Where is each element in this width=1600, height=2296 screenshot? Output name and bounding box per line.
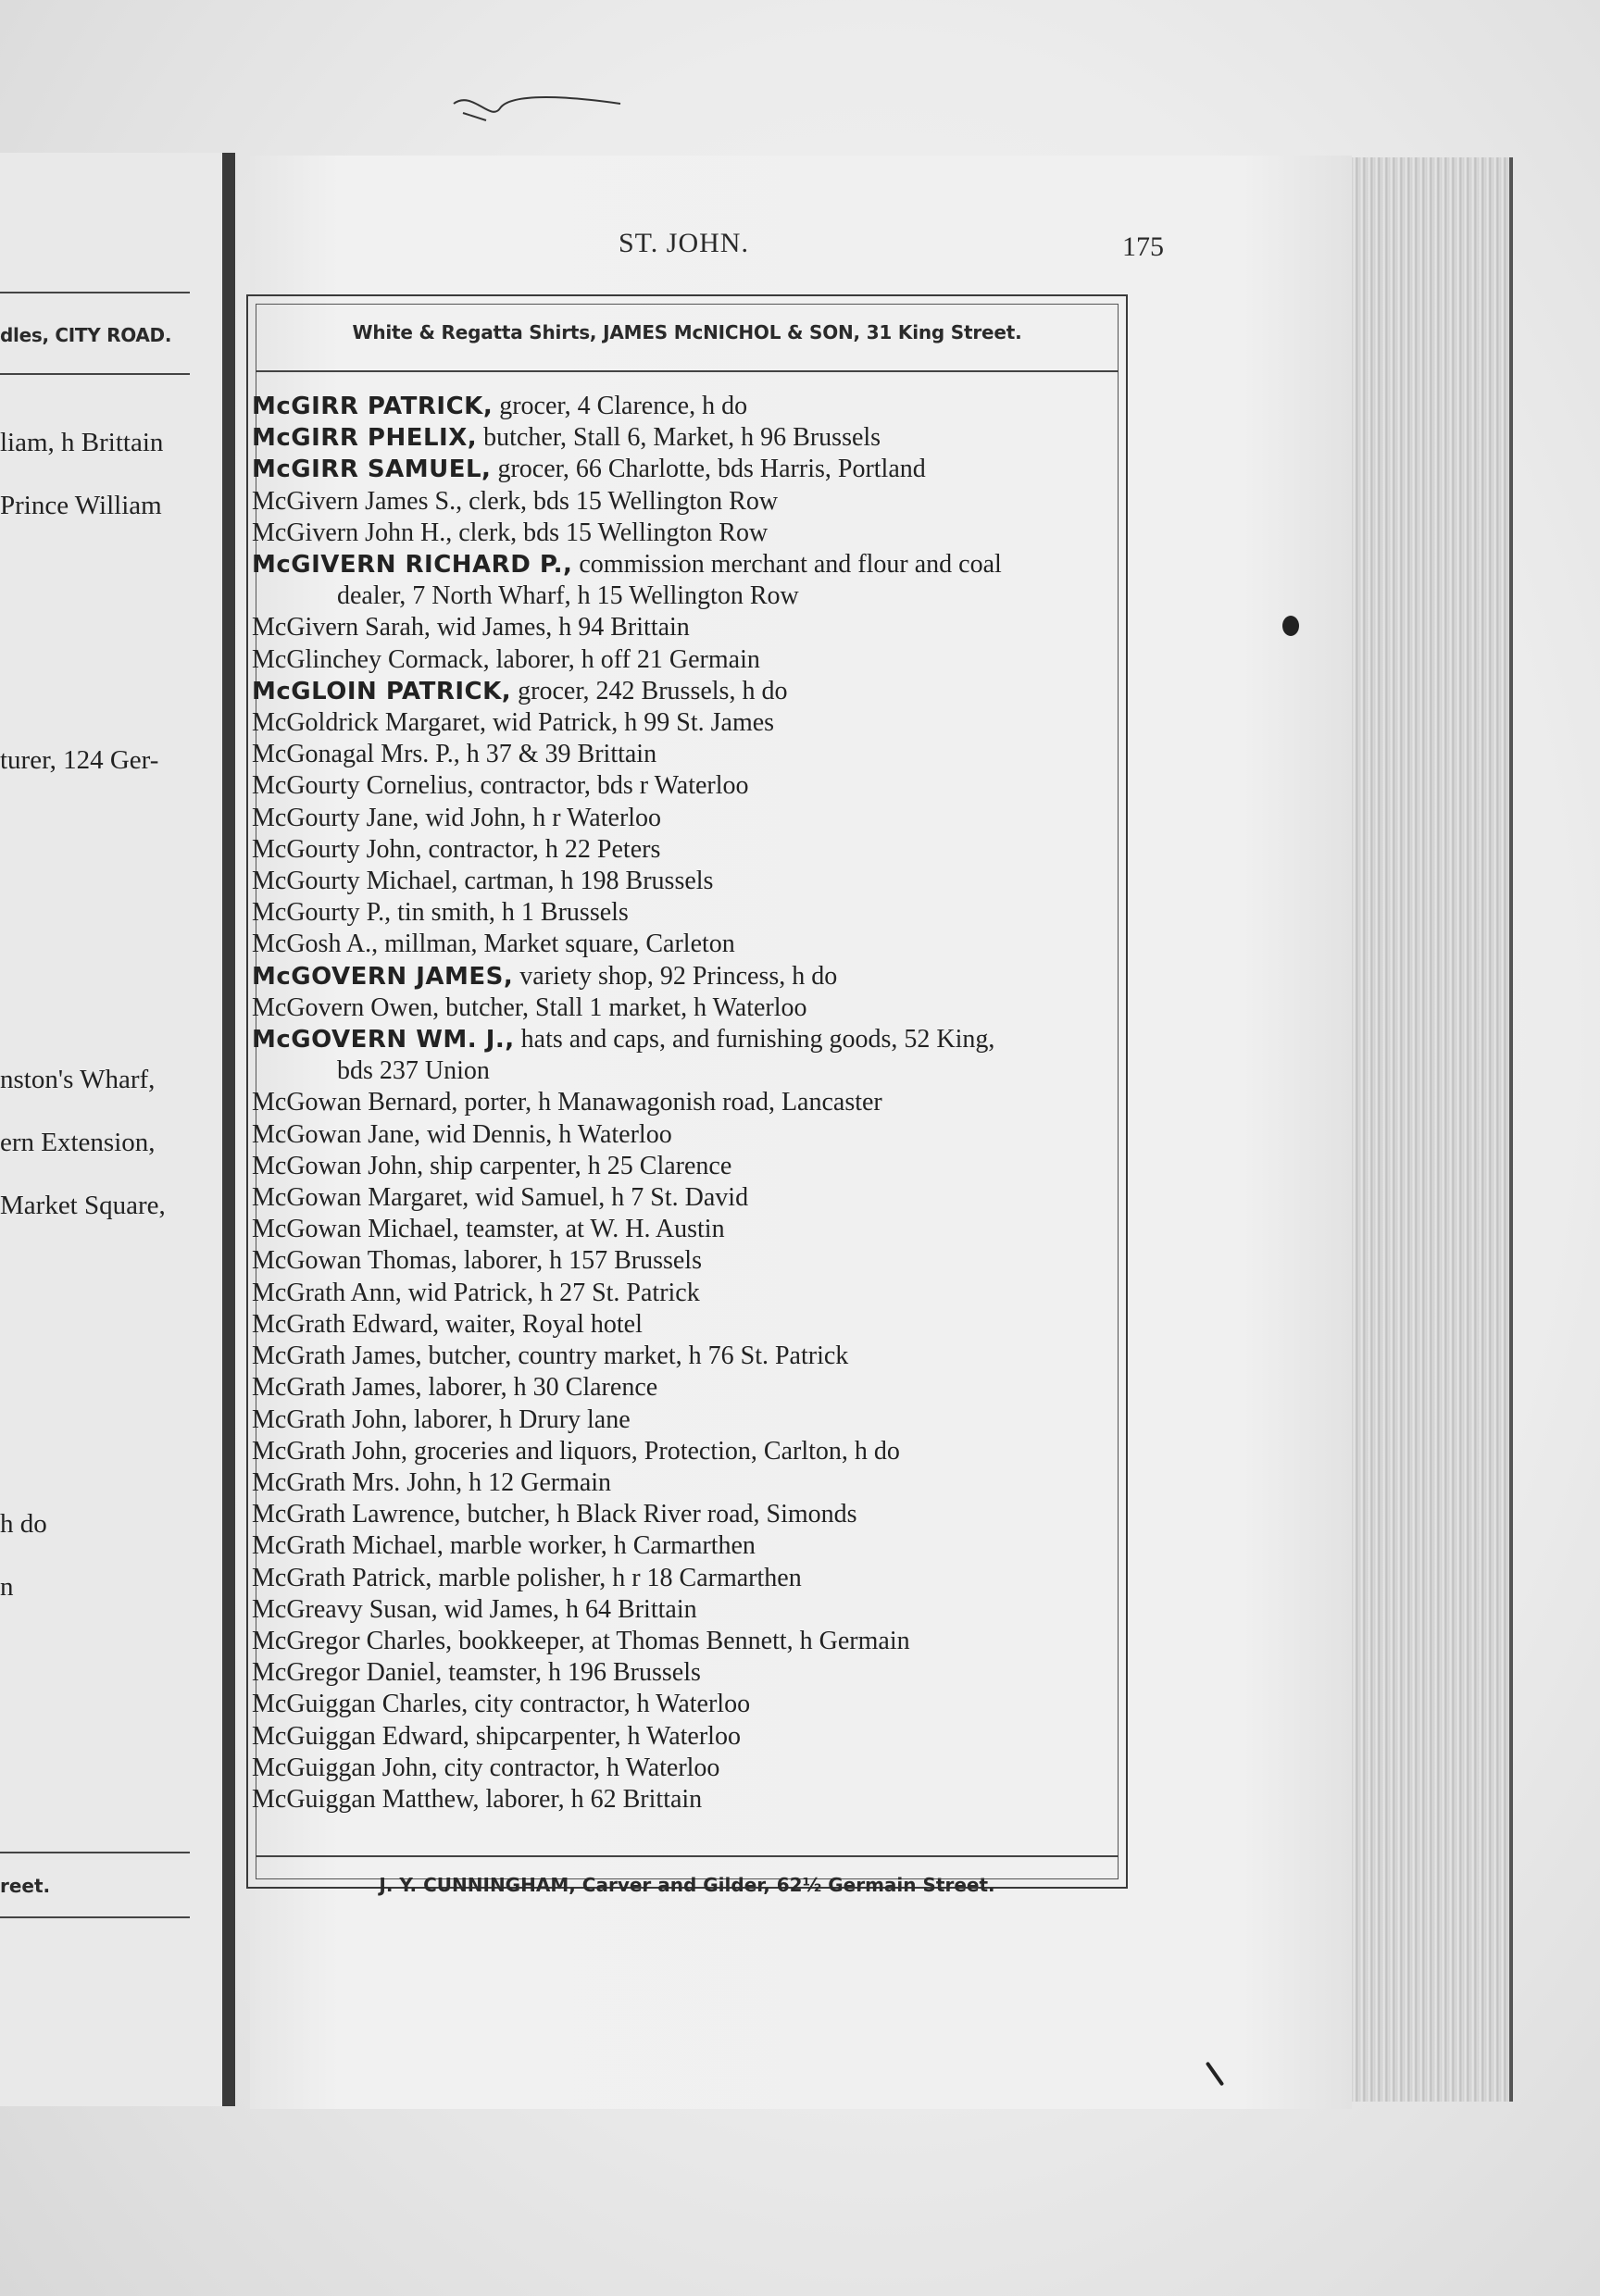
directory-entry [252, 1404, 1141, 1436]
entry-details: commission merchant and flour and coal [572, 550, 1002, 580]
directory-entry [252, 1436, 1141, 1467]
entry-details: wid Patrick, h 99 St. James [485, 708, 775, 738]
entry-details: variety shop, 92 Princess, h do [513, 961, 838, 991]
left-fragment-line: Prince William [0, 491, 162, 520]
entry-continuation: dealer, 7 North Wharf, h 15 Wellington Row [337, 581, 799, 611]
entry-details: city contractor, h Waterloo [468, 1690, 751, 1719]
entry-name: McGrath Lawrence, [252, 1500, 461, 1529]
directory-entry [252, 1753, 1141, 1784]
directory-entry [252, 1151, 1141, 1182]
left-fragment-line: turer, 124 Ger- [0, 745, 159, 775]
entry-details: tin smith, h 1 Brussels [391, 898, 629, 928]
entry-name: McGIRR PATRICK, [252, 393, 494, 420]
advertisement-header: White & Regatta Shirts, JAMES McNICHOL & SON, 31 King Street. [352, 321, 1022, 343]
entry-details: clerk, bds 15 Wellington Row [452, 518, 769, 547]
directory-entry [252, 1087, 1141, 1118]
entry-name: McGIRR SAMUEL, [252, 455, 492, 484]
entry-name: McGIVERN RICHARD P., [252, 551, 573, 580]
entry-details: teamster, h 196 Brussels [442, 1658, 701, 1688]
entry-name: McGregor Charles, [252, 1626, 453, 1655]
running-title: ST. JOHN. [619, 228, 749, 258]
footer-rule [256, 1855, 1119, 1857]
entry-name: McGoldrick Margaret, [252, 708, 486, 738]
entry-details: butcher, Stall 1 market, h Waterloo [439, 992, 807, 1022]
entry-details: hats and caps, and furnishing goods, 52 King, [514, 1025, 995, 1054]
header-rule [256, 370, 1119, 372]
entry-details: butcher, h Black River road, Simonds [460, 1500, 857, 1529]
directory-entry [252, 676, 1141, 707]
entry-name: McGrath James, [252, 1373, 422, 1403]
left-footer-rule [0, 1852, 190, 1853]
entry-name: McGourty Michael, [252, 867, 458, 896]
entry-name: McGOVERN JAMES, [252, 962, 514, 991]
left-fragment-line: h do [0, 1509, 47, 1539]
directory-entry [252, 1594, 1141, 1626]
entry-details: wid Dennis, h Waterloo [419, 1119, 672, 1149]
directory-entry [252, 1309, 1141, 1341]
entry-name: McGivern Sarah, [252, 613, 431, 643]
directory-entry [252, 422, 1141, 454]
entry-details: h 12 Germain [462, 1467, 612, 1497]
entry-details: marble polisher, h r 18 Carmarthen [431, 1563, 802, 1592]
entry-details: marble worker, h Carmarthen [443, 1531, 756, 1561]
directory-entry [252, 929, 1141, 960]
entry-details: butcher, Stall 6, Market, h 96 Brussels [477, 423, 881, 453]
entry-name: McGowan Jane, [252, 1119, 420, 1149]
directory-entry [252, 1182, 1141, 1214]
entry-name: McGlinchey Cormack, [252, 644, 490, 674]
entry-name: McGowan Thomas, [252, 1246, 457, 1276]
advertisement-footer: J. Y. CUNNINGHAM, Carver and Gilder, 62½ Germain Street. [379, 1874, 995, 1896]
left-border-top [0, 292, 190, 293]
directory-entry [252, 1721, 1141, 1753]
entry-details: butcher, country market, h 76 St. Patrick [421, 1341, 849, 1371]
directory-entry [252, 897, 1141, 929]
left-fragment-line: ern Extension, [0, 1128, 156, 1157]
directory-entry [252, 454, 1141, 485]
entry-name: McGuiggan Matthew, [252, 1784, 480, 1814]
directory-entry [252, 518, 1141, 549]
entry-name: McGLOIN PATRICK, [252, 677, 512, 705]
entry-name: McGIRR PHELIX, [252, 424, 478, 453]
entry-details: clerk, bds 15 Wellington Row [462, 486, 779, 516]
entry-name: McGowan John, [252, 1151, 424, 1180]
directory-entry [252, 486, 1141, 518]
entry-name: McGrath Patrick, [252, 1563, 432, 1592]
directory-entry [252, 803, 1141, 834]
entry-details: teamster, at W. H. Austin [458, 1215, 725, 1244]
entry-name: McGonagal Mrs. P., [252, 740, 460, 769]
entry-name: McGourty P., [252, 898, 392, 928]
entry-name: McGrath Mrs. John, [252, 1467, 463, 1497]
entry-details: ship carpenter, h 25 Clarence [423, 1151, 732, 1180]
directory-entry [252, 834, 1141, 866]
entry-details: grocer, 242 Brussels, h do [511, 676, 788, 705]
entry-name: McGowan Michael, [252, 1215, 459, 1244]
entry-details: shipcarpenter, h Waterloo [469, 1721, 741, 1751]
directory-entry [252, 1784, 1141, 1816]
left-page-footer: reet. [0, 1875, 51, 1897]
entry-name: McGrath James, [252, 1341, 422, 1371]
directory-entry [252, 1024, 1141, 1087]
entry-details: wid John, h r Waterloo [419, 803, 662, 832]
directory-entry [252, 644, 1141, 676]
entry-name: McGregor Daniel, [252, 1658, 443, 1688]
entry-details: wid James, h 64 Brittain [437, 1594, 697, 1624]
directory-entry [252, 1499, 1141, 1530]
directory-entries [252, 391, 1141, 1816]
entry-details: grocer, 4 Clarence, h do [493, 392, 748, 420]
directory-entry [252, 1530, 1141, 1562]
entry-details: h 37 & 39 Brittain [459, 740, 657, 769]
entry-details: city contractor, h Waterloo [437, 1753, 720, 1782]
directory-entry [252, 1341, 1141, 1372]
left-fragment-line: n [0, 1572, 14, 1602]
directory-entry [252, 707, 1141, 739]
entry-name: McGowan Margaret, [252, 1183, 469, 1213]
entry-name: McGowan Bernard, [252, 1088, 458, 1117]
entry-details: cartman, h 198 Brussels [457, 867, 714, 896]
entry-name: McGosh A., [252, 930, 379, 959]
entry-details: laborer, h 157 Brussels [456, 1246, 702, 1276]
ink-scratch-mark [444, 85, 630, 141]
entry-details: groceries and liquors, Protection, Carlton, h do [406, 1436, 900, 1466]
entry-name: McGreavy Susan, [252, 1594, 438, 1624]
directory-entry [252, 391, 1141, 422]
entry-name: McGrath John, [252, 1436, 407, 1466]
directory-entry [252, 1563, 1141, 1594]
directory-entry [252, 1214, 1141, 1245]
left-fragment-line: liam, h Brittain [0, 428, 164, 457]
directory-entry [252, 1245, 1141, 1277]
entry-details: contractor, bds r Waterloo [473, 771, 749, 801]
directory-entry [252, 770, 1141, 802]
directory-entry [252, 1467, 1141, 1499]
entry-name: McGovern Owen, [252, 992, 440, 1022]
entry-name: McGrath John, [252, 1404, 407, 1434]
entry-name: McGrath Edward, [252, 1309, 440, 1339]
directory-entry [252, 549, 1141, 612]
entry-name: McGourty Jane, [252, 803, 419, 832]
directory-entry [252, 1626, 1141, 1657]
entry-details: waiter, Royal hotel [439, 1309, 643, 1339]
directory-entry [252, 961, 1141, 992]
directory-entry [252, 739, 1141, 770]
left-page-header: dles, CITY ROAD. [0, 324, 172, 346]
left-fragment-line: nston's Wharf, [0, 1065, 156, 1094]
entry-details: laborer, h off 21 Germain [489, 644, 760, 674]
entry-details: bookkeeper, at Thomas Bennett, h Germain [452, 1626, 910, 1655]
directory-entry [252, 1119, 1141, 1151]
directory-entry [252, 1689, 1141, 1720]
entry-details: laborer, h 30 Clarence [421, 1373, 658, 1403]
entry-name: McGuiggan Edward, [252, 1721, 469, 1751]
entry-details: grocer, 66 Charlotte, bds Harris, Portland [491, 455, 926, 484]
left-border-bottom [0, 1916, 190, 1918]
directory-entry [252, 1278, 1141, 1309]
entry-name: McGOVERN WM. J., [252, 1026, 515, 1054]
entry-details: wid Samuel, h 7 St. David [469, 1183, 749, 1213]
directory-entry [252, 1657, 1141, 1689]
entry-details: wid Patrick, h 27 St. Patrick [401, 1278, 700, 1307]
entry-name: McGrath Ann, [252, 1278, 402, 1307]
directory-entry [252, 612, 1141, 643]
entry-details: contractor, h 22 Peters [421, 834, 661, 864]
entry-name: McGuiggan John, [252, 1753, 438, 1782]
entry-name: McGivern John H., [252, 518, 453, 547]
entry-details: porter, h Manawagonish road, Lancaster [457, 1088, 882, 1117]
entry-name: McGourty Cornelius, [252, 771, 474, 801]
entry-details: laborer, h Drury lane [406, 1404, 631, 1434]
ink-speck [1282, 616, 1299, 636]
entry-details: millman, Market square, Carleton [378, 930, 735, 959]
entry-name: McGivern James S., [252, 486, 463, 516]
entry-name: McGrath Michael, [252, 1531, 444, 1561]
book-page-edges [1352, 157, 1513, 2102]
entry-continuation: bds 237 Union [337, 1056, 490, 1086]
left-fragment-line: Market Square, [0, 1191, 166, 1220]
directory-entry [252, 866, 1141, 897]
left-header-rule [0, 373, 190, 375]
entry-name: McGuiggan Charles, [252, 1690, 469, 1719]
page-number: 175 [1122, 231, 1164, 262]
directory-entry [252, 992, 1141, 1024]
entry-details: laborer, h 62 Brittain [479, 1784, 703, 1814]
entry-name: McGourty John, [252, 834, 422, 864]
entry-details: wid James, h 94 Brittain [430, 613, 690, 643]
directory-entry [252, 1372, 1141, 1404]
